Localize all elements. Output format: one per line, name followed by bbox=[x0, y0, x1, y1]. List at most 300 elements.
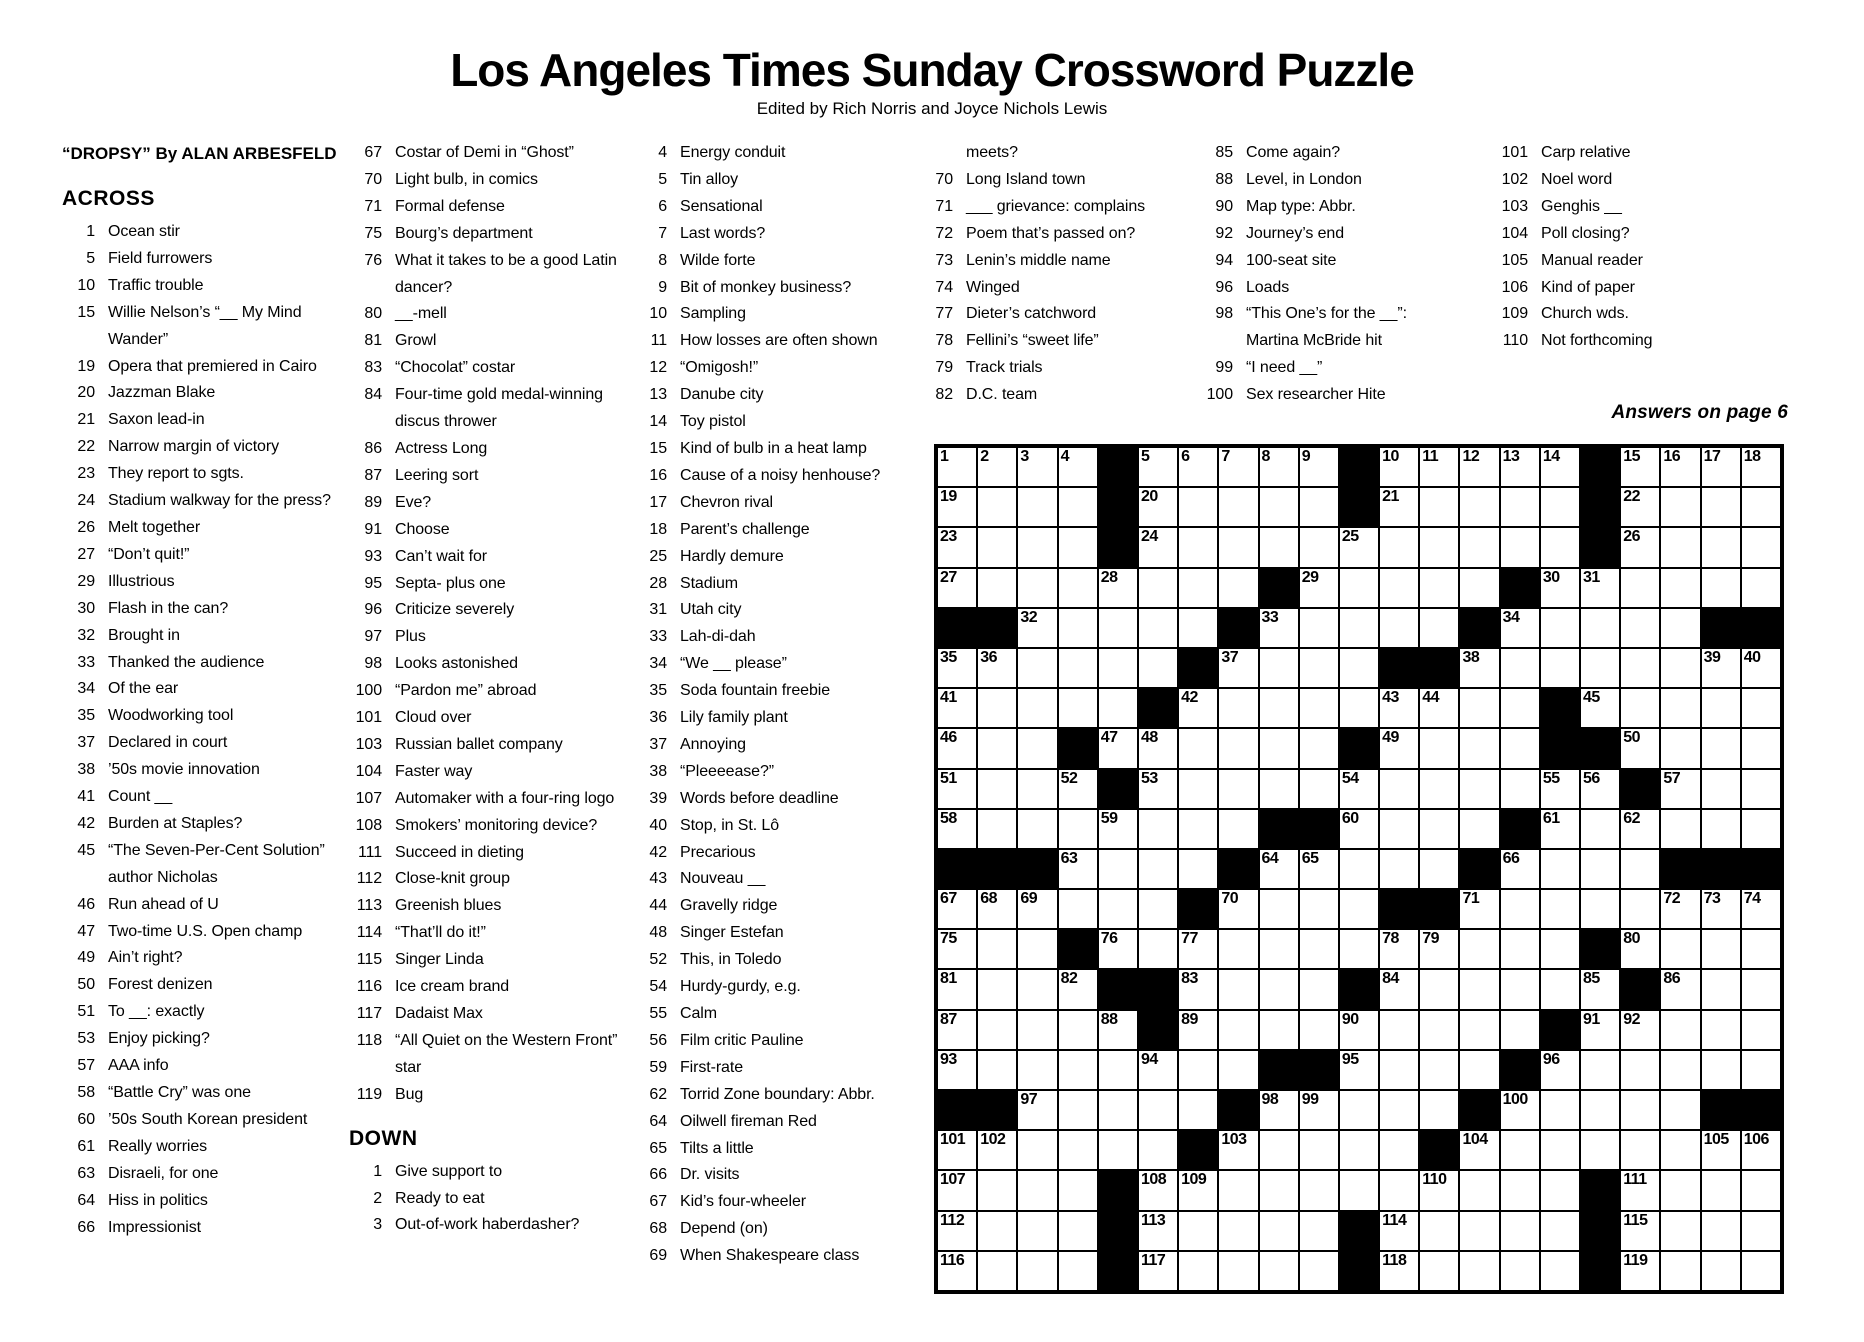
clue bbox=[634, 544, 913, 571]
grid-cell bbox=[1459, 969, 1499, 1009]
clue-text: Two-time U.S. Open champ bbox=[108, 922, 303, 940]
grid-cell bbox=[1620, 447, 1660, 487]
grid-cell bbox=[1259, 487, 1299, 527]
clue-number: 106 bbox=[1501, 278, 1528, 296]
grid-cell-number: 8 bbox=[1261, 448, 1270, 465]
grid-cell bbox=[1178, 929, 1218, 969]
grid-cell bbox=[1058, 568, 1098, 608]
grid-cell bbox=[1741, 568, 1781, 608]
grid-cell bbox=[1339, 929, 1379, 969]
clue bbox=[349, 974, 627, 1001]
clue-number: 103 bbox=[355, 735, 382, 753]
grid-cell-black bbox=[1540, 728, 1580, 768]
clue-number: 47 bbox=[77, 922, 95, 940]
grid-cell bbox=[1540, 1050, 1580, 1090]
grid-cell-number: 74 bbox=[1743, 890, 1761, 908]
grid-cell bbox=[937, 1170, 977, 1210]
grid-cell-number: 113 bbox=[1140, 1211, 1166, 1229]
clue bbox=[62, 892, 338, 919]
grid-cell-number: 118 bbox=[1382, 1251, 1407, 1269]
clue-text: Lah-di-dah bbox=[680, 628, 756, 646]
clue bbox=[634, 1055, 913, 1082]
grid-cell bbox=[977, 1170, 1017, 1210]
clue bbox=[349, 194, 627, 221]
clue-text: Carp relative bbox=[1541, 144, 1631, 161]
grid-cell-number: 43 bbox=[1382, 689, 1399, 707]
grid-cell bbox=[1058, 1211, 1098, 1251]
clue-number: 1 bbox=[86, 223, 95, 240]
clue bbox=[634, 840, 913, 867]
grid-cell-number: 114 bbox=[1382, 1211, 1407, 1229]
grid-cell bbox=[1741, 809, 1781, 849]
clue-number: 52 bbox=[649, 951, 667, 969]
grid-cell-number: 38 bbox=[1462, 648, 1480, 666]
grid-cell-number: 14 bbox=[1542, 448, 1560, 465]
grid-cell bbox=[1540, 929, 1580, 969]
grid-cell bbox=[977, 1050, 1017, 1090]
grid-cell bbox=[1660, 688, 1700, 728]
clue-text: Actress Long bbox=[395, 439, 488, 457]
clue bbox=[634, 490, 913, 517]
clue bbox=[349, 651, 627, 678]
clue-number: 21 bbox=[77, 411, 95, 429]
grid-cell bbox=[1339, 568, 1379, 608]
clue-text: Burden at Staples? bbox=[108, 814, 243, 832]
grid-cell bbox=[1419, 688, 1459, 728]
clue-number: 63 bbox=[77, 1164, 95, 1182]
clue-text: Flash in the can? bbox=[108, 599, 229, 617]
grid-cell bbox=[1701, 1050, 1741, 1090]
grid-cell bbox=[1660, 1090, 1700, 1130]
grid-cell bbox=[1540, 1130, 1580, 1170]
grid-cell bbox=[1218, 1010, 1258, 1050]
grid-cell bbox=[1218, 809, 1258, 849]
clue-text: Impressionist bbox=[108, 1218, 201, 1236]
grid-cell-number: 96 bbox=[1542, 1050, 1560, 1068]
grid-cell-number: 39 bbox=[1703, 648, 1721, 666]
grid-cell bbox=[977, 688, 1017, 728]
grid-cell-number: 82 bbox=[1060, 970, 1078, 988]
grid-cell-number: 117 bbox=[1140, 1251, 1166, 1269]
clue bbox=[1495, 248, 1841, 275]
clue bbox=[62, 569, 338, 596]
grid-cell bbox=[1058, 1251, 1098, 1291]
grid-cell bbox=[1218, 527, 1258, 567]
clue bbox=[349, 920, 627, 947]
grid-cell bbox=[1620, 1090, 1660, 1130]
grid-cell bbox=[1379, 929, 1419, 969]
grid-cell-number: 57 bbox=[1663, 769, 1681, 787]
grid-cell bbox=[1419, 1090, 1459, 1130]
grid-cell bbox=[1058, 688, 1098, 728]
clue-text: Russian ballet company bbox=[395, 735, 563, 753]
grid-cell bbox=[1459, 929, 1499, 969]
grid-cell-number: 100 bbox=[1502, 1091, 1528, 1108]
clue-number: 34 bbox=[649, 655, 667, 673]
grid-cell bbox=[1459, 688, 1499, 728]
clue-number: 85 bbox=[1215, 144, 1233, 161]
clue bbox=[634, 1189, 913, 1216]
clue bbox=[349, 893, 627, 920]
clue bbox=[634, 705, 913, 732]
grid-cell bbox=[1058, 889, 1098, 929]
clue-number: 70 bbox=[364, 170, 382, 188]
grid-cell-number: 86 bbox=[1663, 970, 1681, 988]
clue-text: Parent’s challenge bbox=[680, 520, 810, 538]
clue-number: 68 bbox=[649, 1220, 667, 1238]
grid-cell bbox=[1419, 929, 1459, 969]
grid-cell-black bbox=[1138, 1010, 1178, 1050]
grid-cell bbox=[1419, 809, 1459, 849]
grid-cell bbox=[1299, 1251, 1339, 1291]
clue bbox=[349, 167, 627, 194]
clue bbox=[62, 434, 338, 461]
page-title: Los Angeles Times Sunday Crossword Puzzle bbox=[450, 44, 1414, 96]
clue-text: Looks astonished bbox=[395, 655, 518, 673]
clue-text: “That’ll do it!” bbox=[395, 924, 486, 942]
clue-number: 16 bbox=[649, 466, 667, 484]
grid-cell bbox=[1701, 648, 1741, 688]
grid-cell bbox=[1299, 889, 1339, 929]
clue-text: Danube city bbox=[680, 386, 764, 404]
grid-cell bbox=[1017, 648, 1057, 688]
clue bbox=[349, 813, 627, 840]
grid-cell bbox=[1178, 1010, 1218, 1050]
clue-text: Declared in court bbox=[108, 734, 228, 752]
clue-column-3 bbox=[634, 140, 913, 1270]
grid-cell-number: 90 bbox=[1341, 1010, 1359, 1028]
clue-text: Costar of Demi in “Ghost” bbox=[395, 144, 574, 161]
clue-text: Narrow margin of victory bbox=[108, 438, 279, 456]
grid-cell bbox=[1178, 969, 1218, 1009]
clue-number: 113 bbox=[356, 897, 382, 915]
clue-number: 23 bbox=[77, 465, 95, 483]
clue-number: 29 bbox=[77, 572, 95, 590]
clue bbox=[349, 463, 627, 490]
grid-cell-black bbox=[1098, 1170, 1138, 1210]
grid-cell-number: 47 bbox=[1100, 729, 1118, 747]
grid-cell bbox=[1178, 568, 1218, 608]
grid-cell bbox=[1419, 1251, 1459, 1291]
grid-cell-black bbox=[1098, 487, 1138, 527]
clue-number: 27 bbox=[77, 545, 95, 563]
clue-text: Journey’s end bbox=[1246, 224, 1345, 242]
clue bbox=[634, 1136, 913, 1163]
clue bbox=[1200, 275, 1442, 302]
grid-cell bbox=[1500, 1130, 1540, 1170]
clue-number: 12 bbox=[649, 359, 667, 377]
grid-cell bbox=[1017, 1130, 1057, 1170]
grid-cell bbox=[1701, 969, 1741, 1009]
grid-cell-black bbox=[1540, 688, 1580, 728]
clue-number: 7 bbox=[658, 224, 667, 242]
grid-cell bbox=[937, 568, 977, 608]
grid-cell bbox=[1540, 527, 1580, 567]
grid-cell bbox=[1259, 1010, 1299, 1050]
grid-cell bbox=[1017, 769, 1057, 809]
grid-cell bbox=[1379, 447, 1419, 487]
clue-number: 38 bbox=[77, 761, 95, 779]
grid-cell bbox=[1058, 1170, 1098, 1210]
grid-cell bbox=[1299, 1130, 1339, 1170]
grid-cell-black bbox=[1459, 849, 1499, 889]
grid-cell bbox=[1017, 487, 1057, 527]
grid-cell bbox=[1299, 688, 1339, 728]
grid-cell bbox=[1459, 769, 1499, 809]
clue-number: 35 bbox=[649, 682, 667, 700]
grid-cell-number: 59 bbox=[1100, 809, 1118, 827]
grid-cell bbox=[1500, 1090, 1540, 1130]
across-header: ACROSS bbox=[62, 187, 155, 210]
clue bbox=[920, 382, 1192, 409]
clue bbox=[349, 1186, 627, 1213]
clue bbox=[634, 651, 913, 678]
grid-cell bbox=[1138, 849, 1178, 889]
grid-cell bbox=[1218, 1130, 1258, 1170]
grid-cell bbox=[1259, 728, 1299, 768]
clue-number: 53 bbox=[77, 1030, 95, 1048]
clue-text: Calm bbox=[680, 1005, 717, 1022]
grid-cell bbox=[1500, 608, 1540, 648]
grid-cell bbox=[1741, 447, 1781, 487]
clue-text: “Pleeeease?” bbox=[680, 762, 774, 780]
clue-text: Greenish blues bbox=[395, 897, 502, 915]
clue bbox=[349, 1082, 627, 1109]
grid-cell bbox=[1419, 1211, 1459, 1251]
grid-cell bbox=[1379, 1170, 1419, 1210]
grid-cell-number: 92 bbox=[1623, 1010, 1640, 1028]
grid-cell-number: 48 bbox=[1140, 729, 1158, 747]
grid-cell bbox=[1660, 1211, 1700, 1251]
grid-cell bbox=[1660, 447, 1700, 487]
clue-number: 96 bbox=[364, 601, 382, 619]
clue-text: ___ grievance: complains bbox=[966, 197, 1146, 215]
grid-cell bbox=[1540, 769, 1580, 809]
grid-cell bbox=[1299, 648, 1339, 688]
clue-text: Tin alloy bbox=[680, 170, 739, 188]
grid-cell bbox=[1138, 1130, 1178, 1170]
grid-cell bbox=[977, 1251, 1017, 1291]
clue bbox=[62, 596, 338, 623]
clue bbox=[62, 407, 338, 434]
grid-cell-number: 6 bbox=[1181, 448, 1190, 465]
clue-text: They report to sgts. bbox=[108, 465, 244, 483]
grid-cell-black bbox=[1299, 809, 1339, 849]
grid-cell bbox=[1058, 769, 1098, 809]
grid-cell bbox=[1580, 1050, 1620, 1090]
clue bbox=[349, 624, 627, 651]
clue bbox=[1200, 140, 1442, 167]
grid-cell bbox=[1620, 728, 1660, 768]
grid-cell-number: 73 bbox=[1703, 890, 1721, 908]
grid-cell bbox=[1701, 769, 1741, 809]
grid-cell-black bbox=[1259, 809, 1299, 849]
clue bbox=[62, 354, 338, 381]
grid-cell bbox=[1178, 1211, 1218, 1251]
grid-cell bbox=[1741, 929, 1781, 969]
clue-number: 81 bbox=[364, 332, 382, 350]
clue-number: 20 bbox=[77, 384, 95, 402]
clue-number: 37 bbox=[649, 735, 667, 753]
grid-cell bbox=[1620, 809, 1660, 849]
clue bbox=[1495, 221, 1841, 248]
crossword-grid bbox=[934, 444, 1784, 1294]
grid-cell-number: 25 bbox=[1341, 528, 1359, 546]
grid-cell bbox=[1017, 969, 1057, 1009]
grid-cell-black bbox=[1701, 1090, 1741, 1130]
clue-text: “All Quiet on the Western Front” star bbox=[395, 1031, 618, 1076]
grid-cell bbox=[1540, 648, 1580, 688]
grid-cell bbox=[977, 527, 1017, 567]
grid-cell bbox=[1620, 648, 1660, 688]
grid-cell bbox=[1741, 1010, 1781, 1050]
grid-cell bbox=[1017, 447, 1057, 487]
clue bbox=[62, 676, 338, 703]
grid-cell bbox=[1259, 849, 1299, 889]
clue bbox=[349, 732, 627, 759]
grid-cell bbox=[1098, 1010, 1138, 1050]
clue-number: 45 bbox=[77, 841, 95, 859]
grid-cell-number: 29 bbox=[1301, 568, 1319, 586]
clue-text: Ain’t right? bbox=[108, 949, 183, 967]
clue bbox=[62, 1188, 338, 1215]
grid-cell bbox=[977, 648, 1017, 688]
grid-cell bbox=[1500, 889, 1540, 929]
grid-cell bbox=[1259, 527, 1299, 567]
clue bbox=[62, 999, 338, 1026]
clue-text: Choose bbox=[395, 520, 450, 538]
clue-number: 28 bbox=[649, 574, 667, 592]
grid-cell-number: 16 bbox=[1663, 448, 1681, 465]
clue-text: Count __ bbox=[108, 788, 173, 806]
grid-cell-number: 17 bbox=[1703, 448, 1721, 465]
clue-text: Growl bbox=[395, 332, 437, 350]
clue-number: 116 bbox=[356, 978, 382, 996]
grid-cell bbox=[1178, 1251, 1218, 1291]
clue-number: 55 bbox=[649, 1005, 667, 1022]
clue-number: 8 bbox=[658, 251, 667, 269]
clue-number: 46 bbox=[77, 895, 95, 913]
grid-cell bbox=[1701, 1010, 1741, 1050]
clue-number: 96 bbox=[1215, 278, 1233, 296]
clue bbox=[349, 301, 627, 328]
clue-number: 103 bbox=[1501, 197, 1528, 215]
clue bbox=[349, 490, 627, 517]
grid-cell-number: 50 bbox=[1623, 729, 1640, 747]
grid-cell bbox=[1500, 969, 1540, 1009]
grid-cell-black bbox=[1379, 648, 1419, 688]
clue-number: 61 bbox=[77, 1137, 95, 1155]
clue-number: 111 bbox=[357, 843, 382, 861]
grid-cell-number: 75 bbox=[940, 930, 957, 948]
clue-number: 117 bbox=[356, 1005, 382, 1022]
clue-number: 38 bbox=[649, 762, 667, 780]
grid-cell-number: 95 bbox=[1341, 1050, 1359, 1068]
clue-text: Kind of paper bbox=[1541, 278, 1635, 296]
clue-number: 93 bbox=[364, 547, 382, 565]
grid-cell bbox=[1058, 1010, 1098, 1050]
clue-text: Four-time gold medal-winning discus thrower bbox=[395, 386, 603, 431]
clue bbox=[62, 919, 338, 946]
clue-text: Field furrowers bbox=[108, 249, 213, 267]
clue bbox=[349, 678, 627, 705]
grid-cell bbox=[1339, 1130, 1379, 1170]
clue-text: Eve? bbox=[395, 493, 432, 511]
grid-cell bbox=[1620, 1211, 1660, 1251]
grid-cell bbox=[1500, 447, 1540, 487]
clue-number: 64 bbox=[649, 1112, 667, 1130]
clue bbox=[349, 517, 627, 544]
clue-number: 32 bbox=[77, 626, 95, 644]
clue bbox=[634, 409, 913, 436]
clue-number: 88 bbox=[1215, 170, 1233, 188]
grid-cell-number: 61 bbox=[1542, 809, 1560, 827]
grid-cell bbox=[1419, 1050, 1459, 1090]
clue-number: 25 bbox=[649, 547, 667, 565]
grid-cell-number: 93 bbox=[940, 1050, 957, 1068]
clue-text: Leering sort bbox=[395, 466, 479, 484]
clue-number: 30 bbox=[77, 599, 95, 617]
page-subtitle: Edited by Rich Norris and Joyce Nichols Lewis bbox=[756, 99, 1108, 118]
grid-cell bbox=[937, 688, 977, 728]
grid-cell bbox=[1500, 527, 1540, 567]
grid-cell bbox=[1138, 648, 1178, 688]
clue bbox=[62, 650, 338, 677]
clue-text: Sex researcher Hite bbox=[1246, 386, 1386, 404]
grid-cell-number: 28 bbox=[1100, 568, 1118, 586]
grid-cell bbox=[1017, 929, 1057, 969]
clue-number: 4 bbox=[658, 144, 667, 161]
clue bbox=[634, 1109, 913, 1136]
grid-cell bbox=[1017, 688, 1057, 728]
clue bbox=[634, 1162, 913, 1189]
grid-cell-black bbox=[1620, 969, 1660, 1009]
grid-cell bbox=[977, 1010, 1017, 1050]
grid-cell bbox=[937, 447, 977, 487]
clue-number: 9 bbox=[658, 278, 667, 296]
clue-column-2 bbox=[349, 140, 627, 1239]
clue bbox=[349, 840, 627, 867]
grid-cell bbox=[1379, 1251, 1419, 1291]
clue-number: 67 bbox=[364, 144, 382, 161]
clue-text: Willie Nelson’s “__ My Mind Wander” bbox=[108, 303, 302, 348]
grid-cell-number: 91 bbox=[1583, 1010, 1600, 1028]
clue-text: Last words? bbox=[680, 224, 766, 242]
clue bbox=[62, 811, 338, 838]
grid-cell-black bbox=[1058, 728, 1098, 768]
grid-cell bbox=[1138, 769, 1178, 809]
grid-cell-number: 33 bbox=[1261, 608, 1279, 626]
clue-text: “I need __” bbox=[1246, 359, 1323, 377]
grid-cell-black bbox=[1701, 849, 1741, 889]
clue bbox=[62, 1215, 338, 1242]
clue-number: 42 bbox=[77, 814, 95, 832]
clue bbox=[634, 328, 913, 355]
clue-text: __-mell bbox=[395, 305, 447, 323]
clue-number: 40 bbox=[649, 816, 667, 834]
grid-cell bbox=[1660, 889, 1700, 929]
puzzle-byline: “DROPSY” By ALAN ARBESFELD bbox=[62, 144, 337, 163]
clue-text: Genghis __ bbox=[1541, 197, 1622, 215]
grid-cell bbox=[1098, 1090, 1138, 1130]
grid-cell-number: 63 bbox=[1060, 849, 1078, 867]
grid-cell-number: 42 bbox=[1181, 689, 1198, 707]
clue bbox=[349, 571, 627, 598]
clue-number: 31 bbox=[649, 601, 667, 619]
grid-cell bbox=[1098, 608, 1138, 648]
clue bbox=[1200, 194, 1442, 221]
grid-cell bbox=[977, 969, 1017, 1009]
